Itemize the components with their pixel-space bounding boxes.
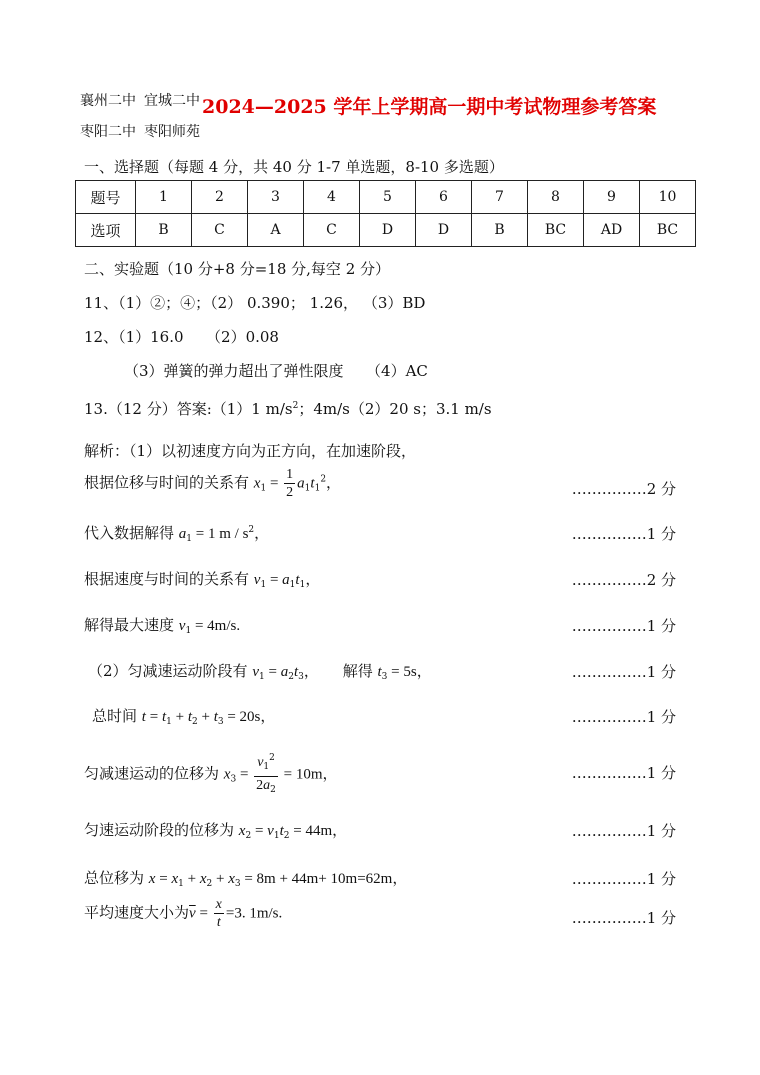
- score-line-10: ……………1 分: [571, 909, 676, 927]
- school-name-1: 襄州二中: [80, 93, 136, 109]
- q13-analysis-intro: 解析：（1）以初速度方向为正方向，在加速阶段，: [84, 442, 417, 460]
- q12-answer-line1: 12、（1）16.0 （2）0.08: [84, 328, 279, 346]
- formula-max-velocity: 解得最大速度 $v_1 = 4m/s$.: [84, 616, 241, 636]
- school-name-3: 枣阳二中: [80, 124, 136, 140]
- formula-displacement-accel: 根据位移与时间的关系有 $x_1$ = $\frac{1}{2}$ $a_1t_1^2$，: [84, 467, 342, 500]
- table-cell: 9: [584, 181, 640, 214]
- score-line-5: ……………1 分: [571, 663, 676, 681]
- table-cell: 3: [248, 181, 304, 214]
- table-cell: C: [192, 214, 248, 247]
- formula-total-time: 总时间 $t = t_1 + t_2 + t_3 = 20s$，: [92, 707, 276, 727]
- formula-decel-displacement: 匀减速运动的位移为 $x_3$ = $\frac{v_1^2}{2a_2}$ = 10m，: [84, 750, 338, 799]
- score-line-1: ……………2 分: [571, 480, 676, 498]
- table-cell: 7: [472, 181, 528, 214]
- table-cell: BC: [640, 214, 696, 247]
- table-cell: A: [248, 214, 304, 247]
- score-line-7: ……………1 分: [571, 764, 676, 782]
- table-cell: 6: [416, 181, 472, 214]
- table-cell: 4: [304, 181, 360, 214]
- table-cell: C: [304, 214, 360, 247]
- formula-velocity-relation: 根据速度与时间的关系有 $v_1 = a_1t_1$，: [84, 570, 321, 590]
- school-name-2: 宜城二中: [144, 93, 200, 109]
- table-cell: AD: [584, 214, 640, 247]
- table-cell: B: [136, 214, 192, 247]
- score-line-2: ……………1 分: [571, 525, 676, 543]
- table-cell: 10: [640, 181, 696, 214]
- table-cell: BC: [528, 214, 584, 247]
- row-label-number: 题号: [76, 181, 136, 214]
- table-row-answers: [76, 214, 696, 247]
- formula-average-velocity: 平均速度大小为$\overline{v}$ = $\frac{x}{t}$ =3. 1m/s.: [84, 897, 283, 930]
- formula-deceleration: （2）匀减速运动阶段有 $v_1 = a_2t_3$， 解得 $t_3 = 5s$，: [88, 662, 432, 682]
- formula-acceleration-value: 代入数据解得 $a_1 = 1$ m / $s^2$，: [84, 524, 270, 544]
- score-line-8: ……………1 分: [571, 822, 676, 840]
- formula-uniform-displacement: 匀速运动阶段的位移为 $x_2 = v_1t_2 = 44m$，: [84, 821, 348, 841]
- answer-table: [75, 180, 696, 247]
- score-line-9: ……………1 分: [571, 870, 676, 888]
- page-title: 2024—2025 学年上学期高一期中考试物理参考答案: [202, 96, 657, 118]
- formula-total-displacement: 总位移为 $x = x_1 + x_2 + x_3 = 8m + 44m+ 10m=62m$，: [84, 869, 408, 889]
- table-cell: 8: [528, 181, 584, 214]
- q13-answer-head: 13.（12 分）答案:（1）1 $m/s^2$；4m/s（2）20 s；3.1 m/s: [84, 400, 492, 418]
- section2-heading: 二、实验题（10 分+8 分=18 分,每空 2 分）: [84, 260, 391, 278]
- table-cell: 2: [192, 181, 248, 214]
- table-cell: B: [472, 214, 528, 247]
- section1-heading: 一、选择题（每题 4 分，共 40 分 1-7 单选题，8-10 多选题）: [84, 158, 504, 176]
- table-row-numbers: [76, 181, 696, 214]
- table-cell: 1: [136, 181, 192, 214]
- score-line-4: ……………1 分: [571, 617, 676, 635]
- score-line-6: ……………1 分: [571, 708, 676, 726]
- q11-answer: 11、（1）②；④；（2） 0.390； 1.26， （3）BD: [84, 294, 426, 312]
- row-label-answer: 选项: [76, 214, 136, 247]
- table-cell: D: [416, 214, 472, 247]
- table-cell: 5: [360, 181, 416, 214]
- score-line-3: ……………2 分: [571, 571, 676, 589]
- table-cell: D: [360, 214, 416, 247]
- q12-answer-line2: （3）弹簧的弹力超出了弹性限度 （4）AC: [124, 362, 428, 380]
- school-name-4: 枣阳师苑: [144, 124, 200, 140]
